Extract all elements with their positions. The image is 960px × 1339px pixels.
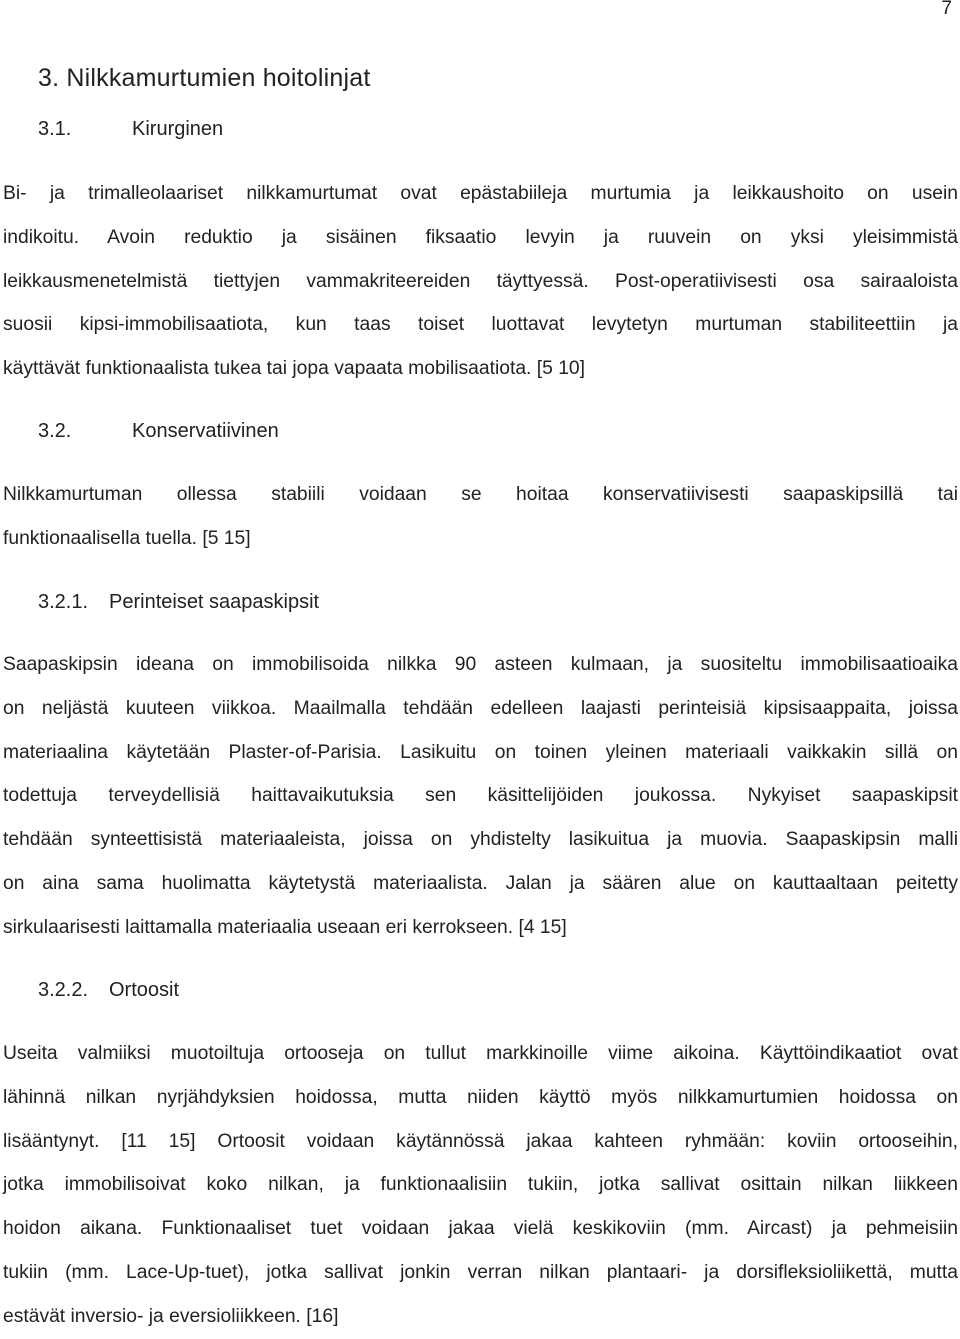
text-line: lähinnä nilkan nyrjähdyksien hoidossa, mutta niiden käyttö myös nilkkamurtumien hoidossa on — [3, 1086, 958, 1108]
text-line: todettuja terveydellisiä haittavaikutuksia sen käsittelijöiden joukossa. Nykyiset saapaskipsit — [3, 785, 958, 807]
page-number: 7 — [941, 0, 952, 19]
text-line: sirkulaarisesti laittamalla materiaalia useaan eri kerrokseen. [4 15] — [3, 916, 567, 938]
text-line: Bi- ja trimalleolaariset nilkkamurtumat ovat epästabiileja murtumia ja leikkaushoito on usein — [3, 183, 958, 204]
text-line: on aina sama huolimatta käytetystä materiaalista. Jalan ja säären alue on kauttaaltaan peitetty — [3, 872, 958, 894]
text-line: käyttävät funktionaalista tukea tai jopa vapaata mobilisaatiota. [5 10] — [3, 358, 586, 380]
text-line: tukiin (mm. Lace-Up-tuet), jotka sallivat jonkin verran nilkan plantaari- ja dorsifleksioliikettä, mutta — [3, 1261, 958, 1283]
section-heading-3-2 — [38, 420, 279, 443]
section-title: Ortoosit — [109, 979, 180, 1001]
section-heading-3-1 — [38, 118, 223, 141]
section-number: 3.1. — [38, 118, 72, 140]
section-title: Perinteiset saapaskipsit — [109, 591, 320, 613]
text-line: hoidon aikana. Funktionaaliset tuet voidaan jakaa vielä keskikoviin (mm. Aircast) ja pehmeisiin — [3, 1218, 958, 1240]
section-heading-3-2-2 — [38, 979, 179, 1002]
paragraph-cast-boots — [3, 643, 958, 950]
text-line: lisääntynyt. [11 15] Ortoosit voidaan käytännössä jakaa kahteen ryhmään: koviin ortooseihin, — [3, 1130, 958, 1152]
paragraph-surgical — [3, 172, 958, 391]
text-line: materiaalina käytetään Plaster-of-Parisia. Lasikuitu on toinen yleinen materiaali vaikkakin sillä on — [3, 741, 958, 763]
text-line: Nilkkamurtuman ollessa stabiili voidaan se hoitaa konservatiivisesti saapaskipsillä tai — [3, 484, 958, 505]
text-line: suosii kipsi-immobilisaatiota, kun taas toiset luottavat levytetyn murtuman stabiliteettiin ja — [3, 314, 958, 336]
section-title: Konservatiivinen — [132, 420, 279, 442]
paragraph-conservative — [3, 473, 958, 561]
text-line: indikoitu. Avoin reduktio ja sisäinen fiksaatio levyin ja ruuvein on yksi yleisimmistä — [3, 226, 958, 248]
text-line: estävät inversio- ja eversioliikkeen. [16] — [3, 1305, 339, 1327]
section-number: 3.2.1. — [38, 591, 89, 613]
section-heading-3-2-1 — [38, 591, 319, 614]
text-line: jotka immobilisoivat koko nilkan, ja funktionaalisiin tukiin, jotka sallivat osittain nilkan liikkeen — [3, 1174, 958, 1196]
text-line: Saapaskipsin ideana on immobilisoida nilkka 90 asteen kulmaan, ja suositeltu immobilisaatioaika — [3, 654, 958, 675]
chapter-heading: 3. Nilkkamurtumien hoitolinjat — [38, 64, 371, 92]
text-line: on neljästä kuuteen viikkoa. Maailmalla tehdään edelleen laajasti perinteisiä kipsisaappaita, joissa — [3, 697, 958, 719]
paragraph-orthoses — [3, 1032, 958, 1339]
section-number: 3.2. — [38, 420, 72, 442]
text-line: Useita valmiiksi muotoiltuja ortooseja on tullut markkinoille viime aikoina. Käyttöindikaatiot ovat — [3, 1043, 958, 1064]
text-line: leikkausmenetelmistä tiettyjen vammakriteereiden täyttyessä. Post-operatiivisesti osa sairaaloista — [3, 270, 958, 292]
text-line: funktionaalisella tuella. [5 15] — [3, 527, 251, 549]
section-title: Kirurginen — [132, 118, 224, 140]
text-line: tehdään synteettisistä materiaaleista, joissa on yhdistelty lasikuitua ja muovia. Saapaskipsin malli — [3, 829, 958, 851]
section-number: 3.2.2. — [38, 979, 89, 1001]
